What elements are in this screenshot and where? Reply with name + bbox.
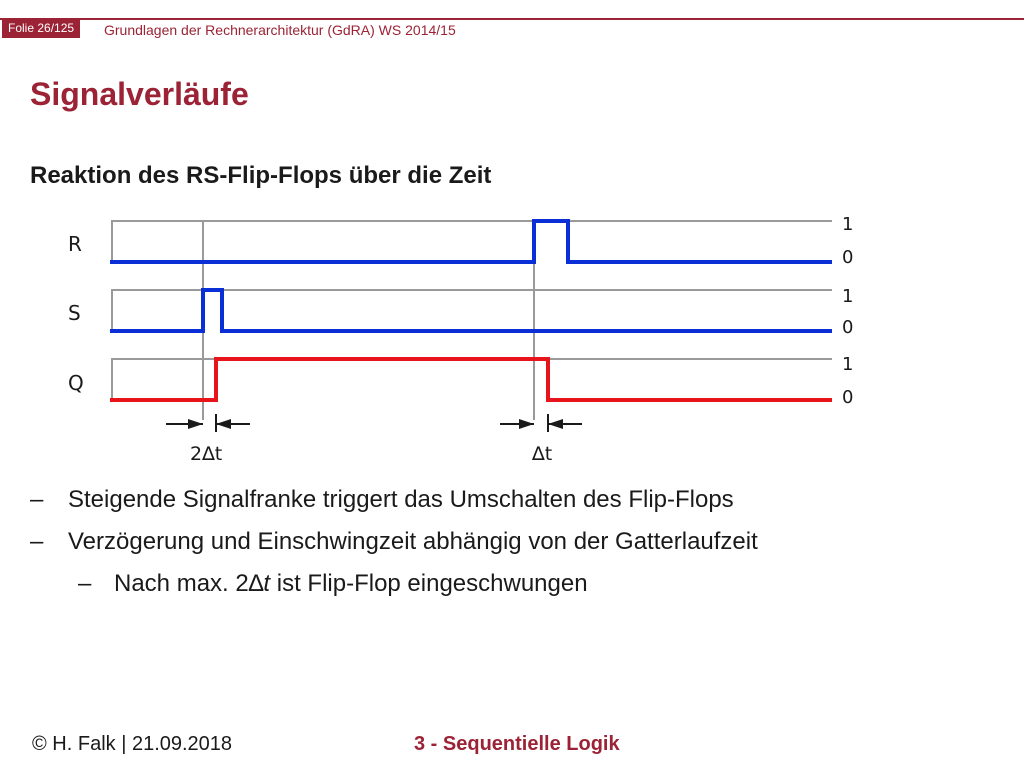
r-high-label: 1 xyxy=(842,214,854,235)
q-low-label: 0 xyxy=(842,387,854,408)
bullet-text-after: ist Flip-Flop eingeschwungen xyxy=(270,570,588,597)
slide-subtitle: Reaktion des RS-Flip-Flops über die Zeit xyxy=(30,162,492,189)
s-high-label: 1 xyxy=(842,286,854,307)
signal-label-s: S xyxy=(68,301,81,325)
s-signal-waveform xyxy=(110,290,832,331)
delay-label-2dt: 2∆t xyxy=(190,443,223,465)
footer-chapter: 3 - Sequentielle Logik xyxy=(414,733,620,755)
footer-author-date: © H. Falk | 21.09.2018 xyxy=(32,733,233,755)
slide-number-badge: Folie 26/125 xyxy=(2,18,80,38)
bullet-text: Verzögerung und Einschwingzeit abhängig von der Gatterlaufzeit xyxy=(68,528,758,555)
r-low-label: 0 xyxy=(842,247,854,268)
course-title: Grundlagen der Rechnerarchitektur (GdRA) WS 2014/15 xyxy=(104,22,456,38)
bullet-dash: – xyxy=(78,570,92,597)
q-channel-frame xyxy=(112,359,832,400)
bullet-dash: – xyxy=(30,486,44,513)
signal-label-q: Q xyxy=(68,371,84,395)
r-channel-frame xyxy=(112,221,832,262)
delay-label-dt: ∆t xyxy=(532,443,553,465)
signal-label-r: R xyxy=(68,232,82,256)
q-signal-waveform xyxy=(110,359,832,400)
q-high-label: 1 xyxy=(842,354,854,375)
delay-arrows-dt xyxy=(500,414,582,432)
delay-arrows-2dt xyxy=(166,414,250,432)
bullet-text-before: Nach max. 2∆ xyxy=(114,570,264,597)
s-low-label: 0 xyxy=(842,317,854,338)
r-signal-waveform xyxy=(110,221,832,262)
bullet-text-italic: t xyxy=(263,570,271,597)
bullet-dash: – xyxy=(30,528,44,555)
bullet-text: Steigende Signalfranke triggert das Umschalten des Flip-Flops xyxy=(68,486,734,513)
slide-title: Signalverläufe xyxy=(30,76,249,112)
bullet-text xyxy=(114,570,588,598)
